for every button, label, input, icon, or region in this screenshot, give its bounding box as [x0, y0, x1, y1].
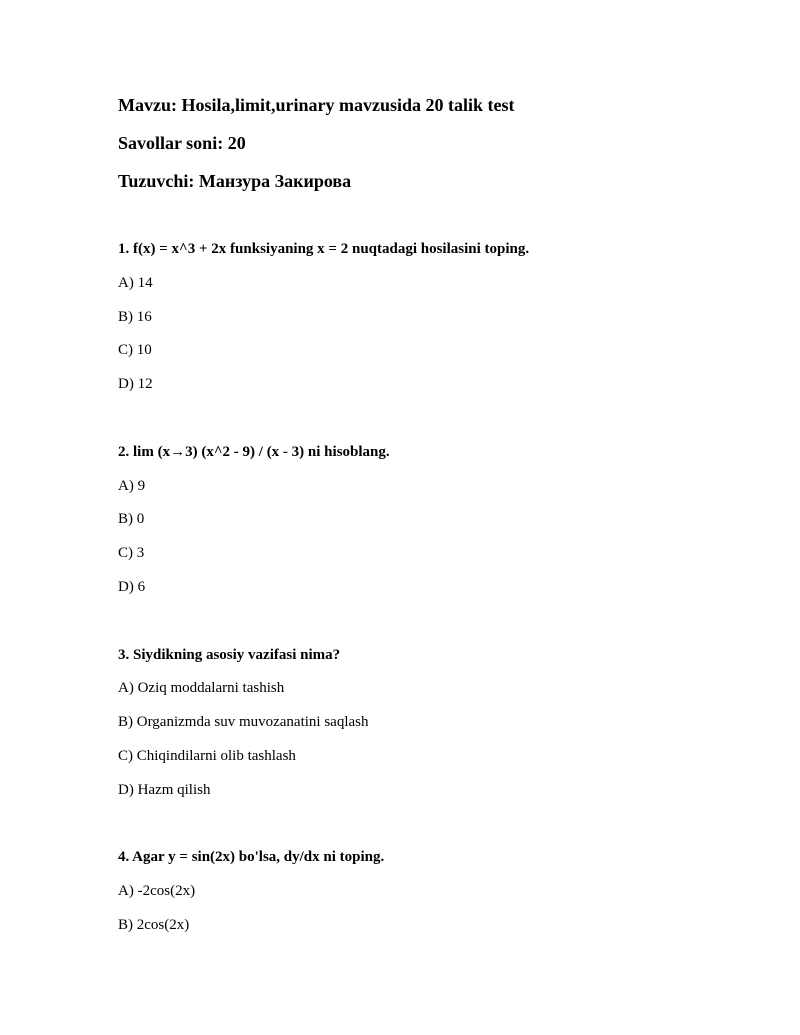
question-4-option-b: B) 2cos(2x)	[118, 917, 190, 933]
question-3: 3. Siydikning asosiy vazifasi nima?	[118, 647, 341, 663]
question-2-option-c: C) 3	[118, 545, 145, 561]
question-2-option-d: D) 6	[118, 579, 146, 595]
question-1-option-b: B) 16	[118, 309, 152, 325]
question-count-heading: Savollar soni: 20	[118, 133, 246, 153]
question-3-option-a: A) Oziq moddalarni tashish	[118, 680, 285, 696]
question-3-option-b: B) Organizmda suv muvozanatini saqlash	[118, 714, 369, 730]
question-1-option-d: D) 12	[118, 376, 153, 392]
question-4: 4. Agar y = sin(2x) bo'lsa, dy/dx ni toping.	[118, 849, 385, 865]
question-2-option-a: A) 9	[118, 478, 146, 494]
question-1-option-c: C) 10	[118, 342, 152, 358]
question-3-option-c: C) Chiqindilarni olib tashlash	[118, 748, 296, 764]
author-heading: Tuzuvchi: Манзура Закирова	[118, 171, 352, 191]
question-4-option-a: A) -2cos(2x)	[118, 883, 196, 899]
topic-heading: Mavzu: Hosila,limit,urinary mavzusida 20 talik test	[118, 95, 515, 115]
question-1-option-a: A) 14	[118, 275, 153, 291]
question-2: 2. lim (x→3) (x^2 - 9) / (x - 3) ni hisoblang.	[118, 444, 390, 460]
question-1: 1. f(x) = x^3 + 2x funksiyaning x = 2 nuqtadagi hosilasini toping.	[118, 241, 530, 257]
question-3-option-d: D) Hazm qilish	[118, 782, 211, 798]
question-2-option-b: B) 0	[118, 511, 145, 527]
